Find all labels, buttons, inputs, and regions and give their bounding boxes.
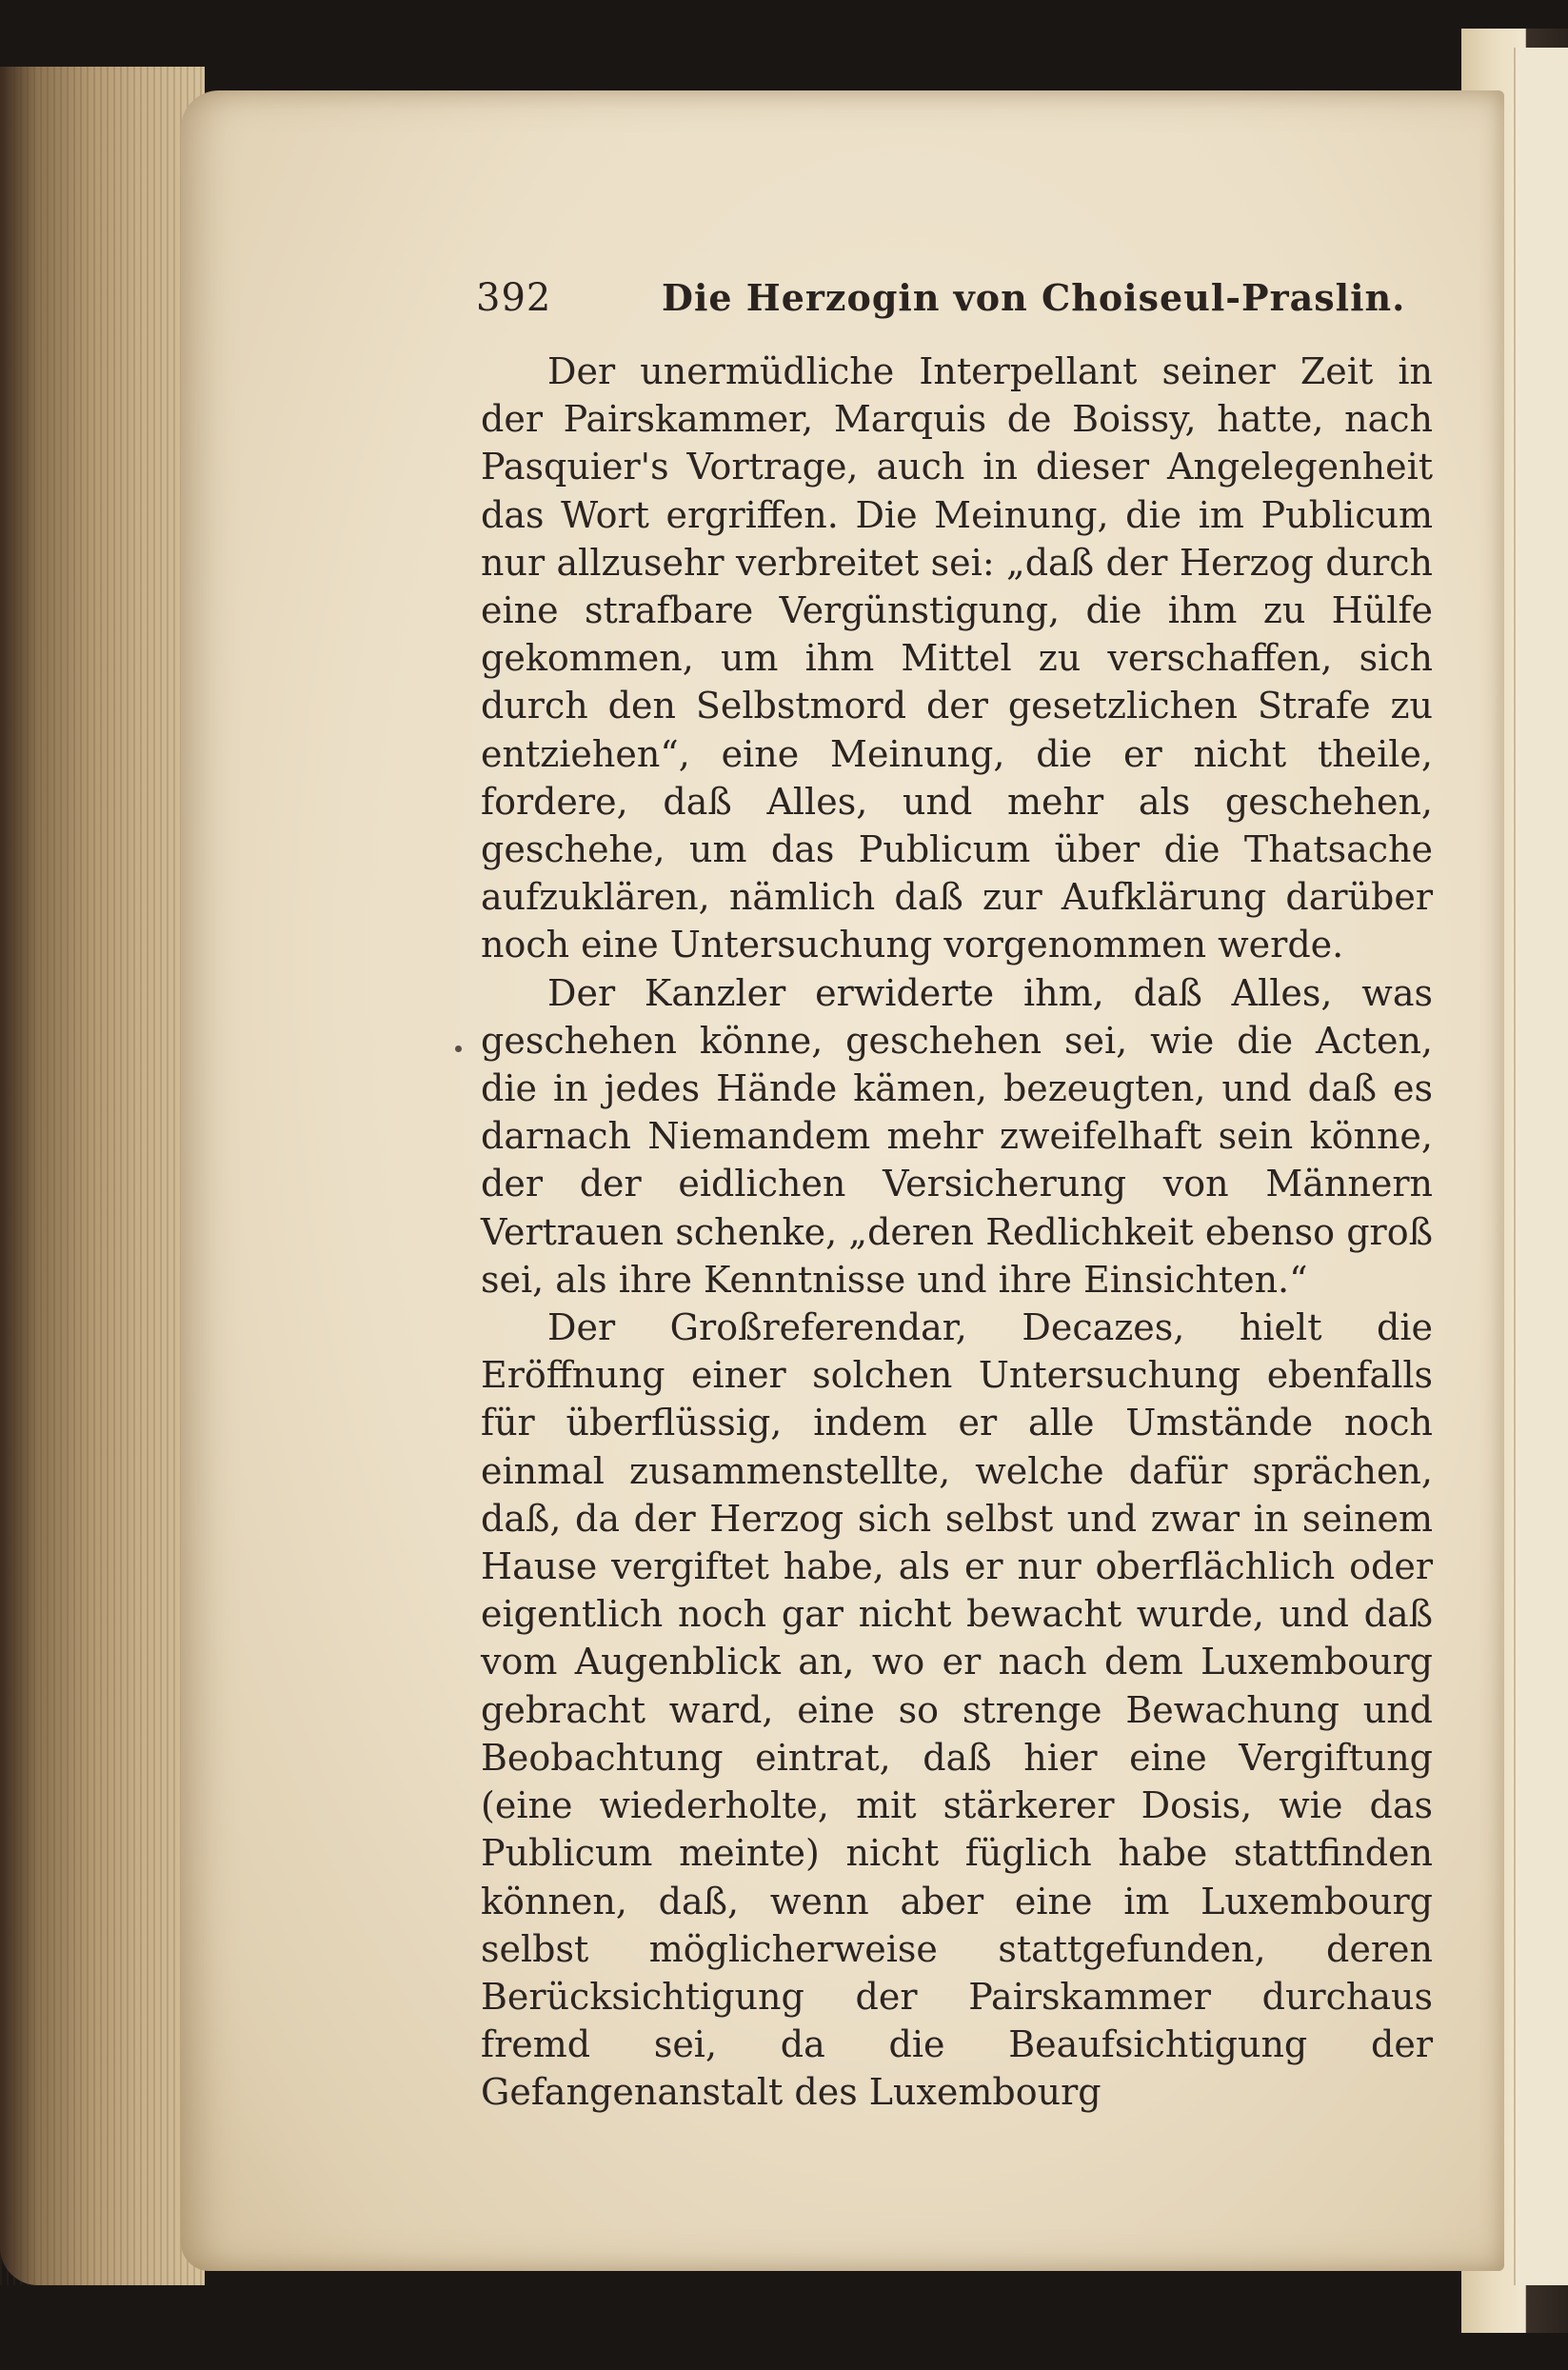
body-text (481, 348, 1433, 2117)
running-title: Die Herzogin von Choiseul-Praslin. (662, 276, 1406, 319)
paragraph: Der Kanzler erwiderte ihm, daß Alles, was geschehen könne, geschehen sei, wie die Acten, die in jedes Hände kämen, bezeugten, und daß es darnach Niemandem mehr zweifelhaft sein könne, der der eidlichen Versicherung von Männern Vertrauen schenke, „deren Redlichkeit ebenso groß sei, als ihre Kenntnisse und ihre Einsichten.“ (481, 971, 1433, 1301)
page-number: 392 (476, 276, 552, 320)
margin-mark (455, 1046, 462, 1052)
paragraph: Der unermüdliche Interpellant seiner Zeit in der Pairskammer, Marquis de Boissy, hatte, nach Pasquier's Vortrage, auch in dieser Angelegenheit das Wort ergriffen. Die Meinung, die im Publicum nur allzusehr verbreitet sei: „daß der Herzog durch eine strafbare Vergünstigung, die ihm zu Hülfe gekommen, um ihm Mittel zu verschaffen, sich durch den Selbstmord der gesetzlichen Strafe zu entziehen“, eine Meinung, die er nicht theile, fordere, daß Alles, und mehr als geschehen, geschehe, um das Publicum über die Thatsache aufzuklären, nämlich daß zur Aufklärung darüber noch eine Untersuchung vorgenommen werde. (481, 350, 1433, 966)
book-left-edge (0, 67, 205, 2285)
facing-page-strip (1514, 48, 1568, 2285)
paragraph: Der Großreferendar, Decazes, hielt die Eröffnung einer solchen Untersuchung ebenfalls für überflüssig, indem er alle Umstände noch einmal zusammenstellte, welche dafür sprächen, daß, da der Herzog sich selbst und zwar in seinem Hause vergiftet habe, als er nur oberflächlich oder eigentlich noch gar nicht bewacht wurde, und daß vom Augenblick an, wo er nach dem Luxembourg gebracht ward, eine so strenge Bewachung und Beobachtung eintrat, daß hier eine Vergiftung (eine wiederholte, mit stärkerer Dosis, wie das Publicum meinte) nicht füglich habe stattfinden können, daß, wenn aber eine im Luxembourg selbst möglicherweise stattgefunden, deren Berücksichtigung der Pairskammer durchaus fremd sei, da die Beaufsichtigung der Gefangenanstalt des Luxembourg (481, 1306, 1433, 2114)
